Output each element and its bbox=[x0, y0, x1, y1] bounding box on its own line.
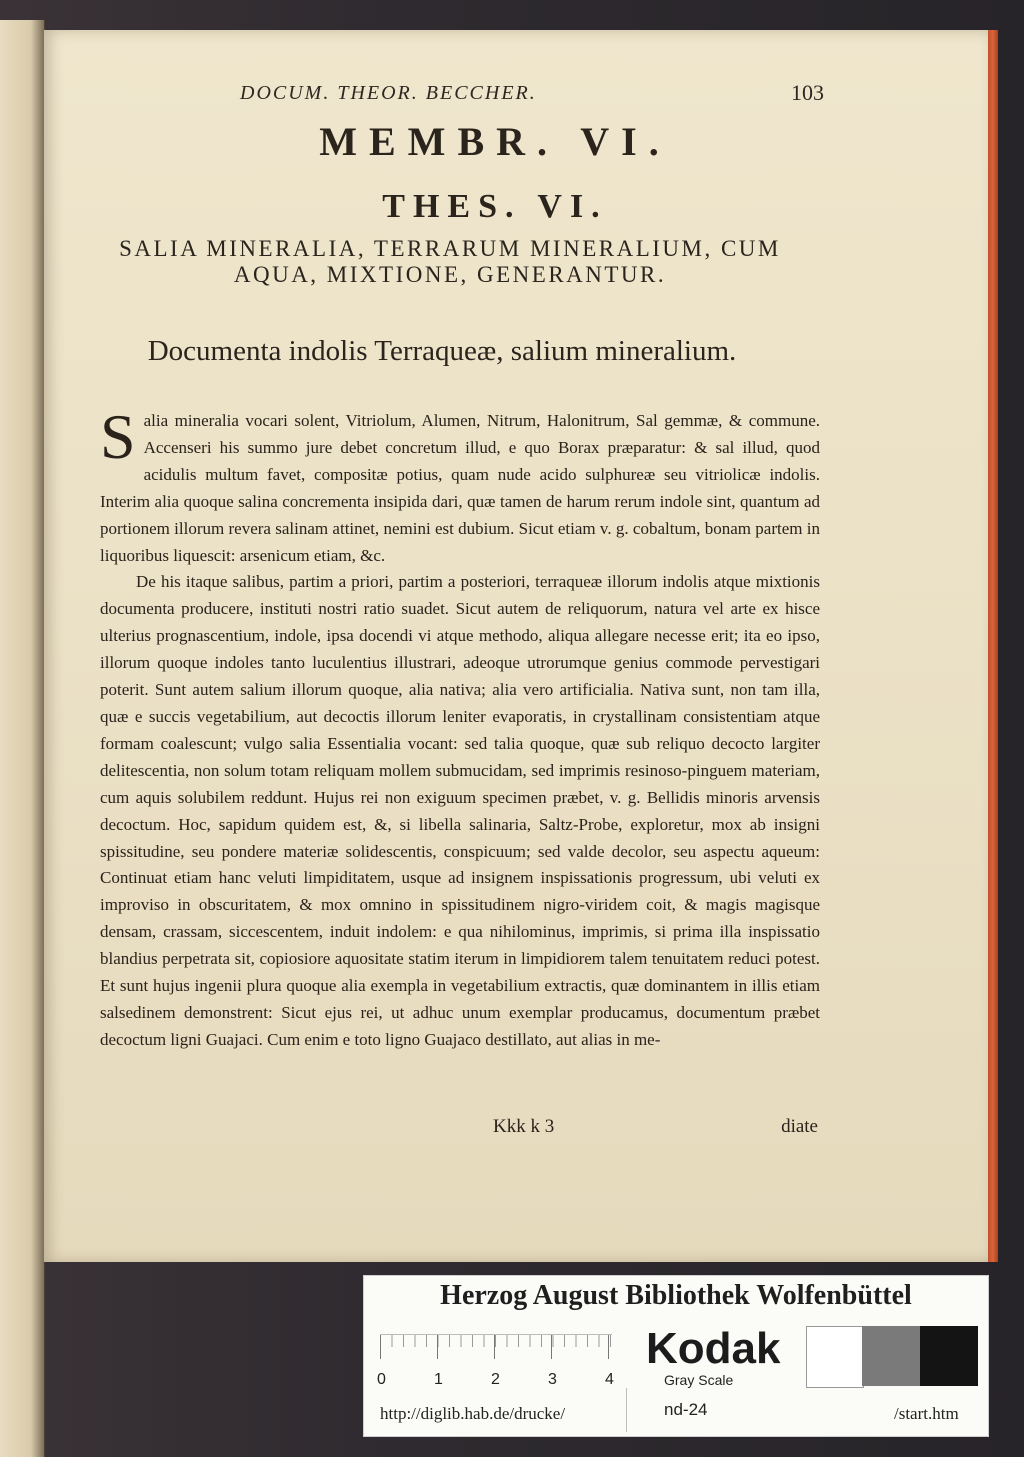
running-title: DOCUM. THEOR. BECCHER. bbox=[240, 82, 537, 104]
page-number: 103 bbox=[791, 80, 824, 105]
paragraph-2: De his itaque salibus, partim a priori, partim a posteriori, terraqueæ illorum indolis atque mixtionis documenta producere, instituti nostri ratio suadet. Sicut autem de reliquorum, natura vel arte ex hisce ulterius prognascentium, indole, ipsa docendi vi atque methodo, aliqua allegare necesse erit; ita eo ipso, illorum quoque indoles tanto luculentius illustrari, adeoque utrorumque genius commode pervestigari poterit. Sunt autem salium illorum quoque, alia nativa; alia vero artificialia. Nativa sunt, non tam illa, quæ e succis vegetabilium, aut decoctis illorum leniter evaporatis, in crystallinam consistentiam atque formam coalescunt; vulgo salia Essentialia vocant: sed talia quoque, quæ sub reliquo decocto largiter delitescentia, non solum totam reliquam mollem submucidam, sed imprimis resinoso-pinguem materiam, cum aquis solubilem reddunt. Hujus rei non exiguum specimen præbet, v. g. Bellidis minoris arvensis decoctum. Hoc, sapidum quidem est, &, si libella salinaria, Saltz-Probe, exploretur, mox ab insigni spissitudine, seu pondere materiæ solidescentis, conspicuum; sed valde decolor, seu aspectu aqueum: Continuat etiam hanc veluti limpiditatem, usque ad insignem inspissationis progressum, ubi veluti ex improviso in obscuritatem, & mox omnino in spissitudinem nigro-viridem coit, & magis magisque densam, crassam, siccescentem, induit indolem: e qua nihilominus, imprimis, si prima illa inspissatio blandius perpetrata sit, copiosiore aquositate statim iterum in limpidiorem talem tenuitatem reduci potest. Et sunt hujus ingenii plura quoque alia exempla in vegetabilium extractis, quæ dominantem in illis etiam salsedinem demonstrent: Sicut ejus rei, ut adhuc unum exemplar producamus, documentum præbet decoctum ligni Guajaci. Cum enim e toto ligno Guajaco destillato, aut alias in me- bbox=[100, 572, 820, 1049]
ruler-label: 4 bbox=[605, 1371, 614, 1388]
shelf-reference: nd-24 bbox=[664, 1400, 708, 1419]
gray-scale-label: Gray Scale bbox=[664, 1372, 734, 1388]
membrum-heading: MEMBR. VI. bbox=[319, 119, 671, 164]
measurement-ruler bbox=[377, 1334, 614, 1388]
thesis-heading: THES. VI. bbox=[382, 188, 608, 225]
ruler-tick bbox=[608, 1335, 609, 1359]
gray-patch-mid bbox=[862, 1326, 920, 1386]
paragraph-1 bbox=[100, 401, 820, 569]
facing-page-edge bbox=[0, 20, 45, 1457]
gray-patch-white bbox=[806, 1326, 864, 1388]
section-subtitle: Documenta indolis Terraqueæ, salium mineralium. bbox=[147, 335, 737, 367]
ruler-label: 1 bbox=[434, 1371, 443, 1388]
ruler-tick bbox=[551, 1335, 552, 1359]
ruler-label: 0 bbox=[377, 1371, 386, 1388]
ruler-tick bbox=[494, 1335, 495, 1359]
ruler-tick bbox=[380, 1335, 381, 1359]
gray-patch-black bbox=[920, 1326, 978, 1386]
ruler-label: 2 bbox=[491, 1371, 500, 1388]
signature-mark: Kkk k 3 bbox=[493, 1116, 555, 1137]
thesis-statement: SALIA MINERALIA, TERRARUM MINERALIUM, CUM AQUA, MIXTIONE, GENERANTUR. bbox=[119, 236, 781, 287]
library-color-card bbox=[363, 1275, 989, 1437]
divider bbox=[626, 1388, 627, 1432]
paragraph-1-text: alia mineralia vocari solent, Vitriolum, Alumen, Nitrum, Halonitrum, Sal gemmæ, & commune. Accenseri his summo jure debet concretum illud, e quo Borax præparatur: & sal illud, quod acidulis multum favet, compositæ potius, quam nude acido sulphureæ seu vitriolicæ indolis. Interim alia quoque salina concrementa insipida dari, quæ tamen de harum rerum indole sint, quantum ad portionem illorum revera salinam attinet, nemini est dubium. Sicut etiam v. g. cobaltum, bonam partem in liquoribus liquescit: arsenicum etiam, &c. bbox=[100, 411, 820, 565]
catalog-url-suffix: /start.htm bbox=[894, 1404, 959, 1423]
ruler-tick bbox=[437, 1335, 438, 1359]
kodak-logo: Kodak bbox=[646, 1324, 781, 1373]
red-page-edge bbox=[988, 30, 998, 1262]
institution-name: Herzog August Bibliothek Wolfenbüttel bbox=[440, 1280, 912, 1311]
body-text bbox=[100, 401, 820, 1054]
ruler-label: 3 bbox=[548, 1371, 557, 1388]
catalog-url: http://diglib.hab.de/drucke/ bbox=[380, 1404, 566, 1423]
catchword: diate bbox=[781, 1116, 818, 1137]
drop-cap: S bbox=[100, 401, 136, 472]
